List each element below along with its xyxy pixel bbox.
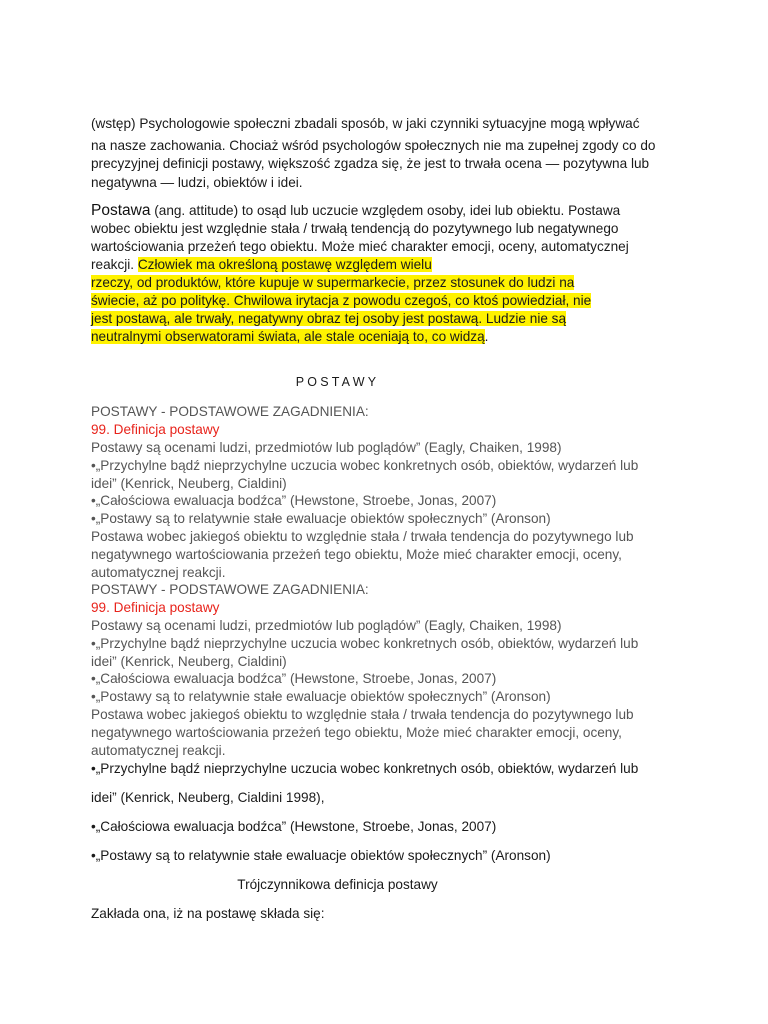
- note-line: Postawa wobec jakiegoś obiektu to względnie stała / trwała tendencja do pozytywnego lub: [91, 707, 634, 722]
- highlighted-text: jest postawą, ale trwały, negatywny obraz tej osoby jest postawą. Ludzie nie są: [91, 311, 567, 326]
- note-line: automatycznej reakcji.: [91, 565, 226, 580]
- intro-line: negatywna — ludzi, obiektów i idei.: [91, 175, 303, 190]
- bullet-line: •„Przychylne bądź nieprzychylne uczucia wobec konkretnych osób, obiektów, wydarzeń lub: [91, 761, 639, 776]
- note-line: •„Całościowa ewaluacja bodźca” (Hewstone, Stroebe, Jonas, 2007): [91, 493, 497, 508]
- highlighted-text: świecie, aż po politykę. Chwilowa irytacja z powodu czegoś, co ktoś powiedział, nie: [91, 293, 592, 308]
- note-line: Postawy są ocenami ludzi, przedmiotów lub poglądów” (Eagly, Chaiken, 1998): [91, 440, 562, 455]
- intro-line: precyzyjnej definicji postawy, większość zgadza się, że jest to trwała ocena — pozytywna lub: [91, 156, 650, 171]
- intro-line: na nasze zachowania. Chociaż wśród psychologów społecznych nie ma zupełnej zgody co do: [91, 138, 656, 153]
- bullet-line: idei” (Kenrick, Neuberg, Cialdini 1998),: [91, 790, 325, 805]
- subheading: Trójczynnikowa definicja postawy: [237, 877, 438, 892]
- definition-line-rest: (ang. attitude) to osąd lub uczucie względem osoby, idei lub obiektu. Postawa: [150, 203, 621, 218]
- highlighted-line: [91, 328, 488, 346]
- highlighted-line: [91, 310, 566, 328]
- note-line: •„Przychylne bądź nieprzychylne uczucia wobec konkretnych osób, obiektów, wydarzeń lub: [91, 636, 639, 651]
- definition-line: wartościowania przeżeń tego obiektu. Może mieć charakter emocji, oceny, automatycznej: [91, 239, 629, 254]
- red-heading: 99. Definicja postawy: [91, 422, 220, 437]
- definition-lead-word: Postawa: [91, 202, 151, 219]
- definition-plain-text: reakcji.: [91, 257, 138, 272]
- note-line: Postawy są ocenami ludzi, przedmiotów lub poglądów” (Eagly, Chaiken, 1998): [91, 618, 562, 633]
- intro-line: (wstęp) Psychologowie społeczni zbadali sposób, w jaki czynniki sytuacyjne mogą wpływać: [91, 116, 640, 131]
- highlighted-text: rzeczy, od produktów, które kupuje w supermarkecie, przez stosunek do ludzi na: [91, 275, 575, 290]
- note-line: •„Całościowa ewaluacja bodźca” (Hewstone, Stroebe, Jonas, 2007): [91, 671, 497, 686]
- note-line: negatywnego wartościowania przeżeń tego obiektu, Może mieć charakter emocji, oceny,: [91, 547, 622, 562]
- bullet-line: •„Całościowa ewaluacja bodźca” (Hewstone, Stroebe, Jonas, 2007): [91, 819, 497, 834]
- note-line: idei” (Kenrick, Neuberg, Cialdini): [91, 654, 287, 669]
- highlighted-text: neutralnymi obserwatorami świata, ale stale oceniają to, co widzą: [91, 329, 485, 344]
- closing-line: Zakłada ona, iż na postawę składa się:: [91, 906, 325, 921]
- note-line: •„Postawy są to relatywnie stałe ewaluacje obiektów społecznych” (Aronson): [91, 511, 551, 526]
- note-line: •„Postawy są to relatywnie stałe ewaluacje obiektów społecznych” (Aronson): [91, 689, 551, 704]
- note-line: automatycznej reakcji.: [91, 743, 226, 758]
- note-line: idei” (Kenrick, Neuberg, Cialdini): [91, 476, 287, 491]
- highlighted-line: [91, 274, 574, 292]
- bullet-line: •„Postawy są to relatywnie stałe ewaluacje obiektów społecznych” (Aronson): [91, 848, 551, 863]
- highlighted-text: Człowiek ma określoną postawę względem wielu: [137, 257, 432, 272]
- sentence-end: .: [484, 329, 489, 344]
- definition-line: [91, 202, 620, 220]
- section-title: POSTAWY: [295, 375, 380, 389]
- note-line: negatywnego wartościowania przeżeń tego obiektu, Może mieć charakter emocji, oceny,: [91, 725, 622, 740]
- highlighted-line: [91, 292, 591, 310]
- note-line: Postawa wobec jakiegoś obiektu to względnie stała / trwała tendencja do pozytywnego lub: [91, 529, 634, 544]
- red-heading: 99. Definicja postawy: [91, 600, 220, 615]
- definition-line: [91, 256, 432, 274]
- block-header: POSTAWY - PODSTAWOWE ZAGADNIENIA:: [91, 404, 369, 419]
- definition-line: wobec obiektu jest względnie stała / trwałą tendencją do pozytywnego lub negatywnego: [91, 221, 619, 236]
- note-line: •„Przychylne bądź nieprzychylne uczucia wobec konkretnych osób, obiektów, wydarzeń lub: [91, 458, 639, 473]
- block-header: POSTAWY - PODSTAWOWE ZAGADNIENIA:: [91, 582, 369, 597]
